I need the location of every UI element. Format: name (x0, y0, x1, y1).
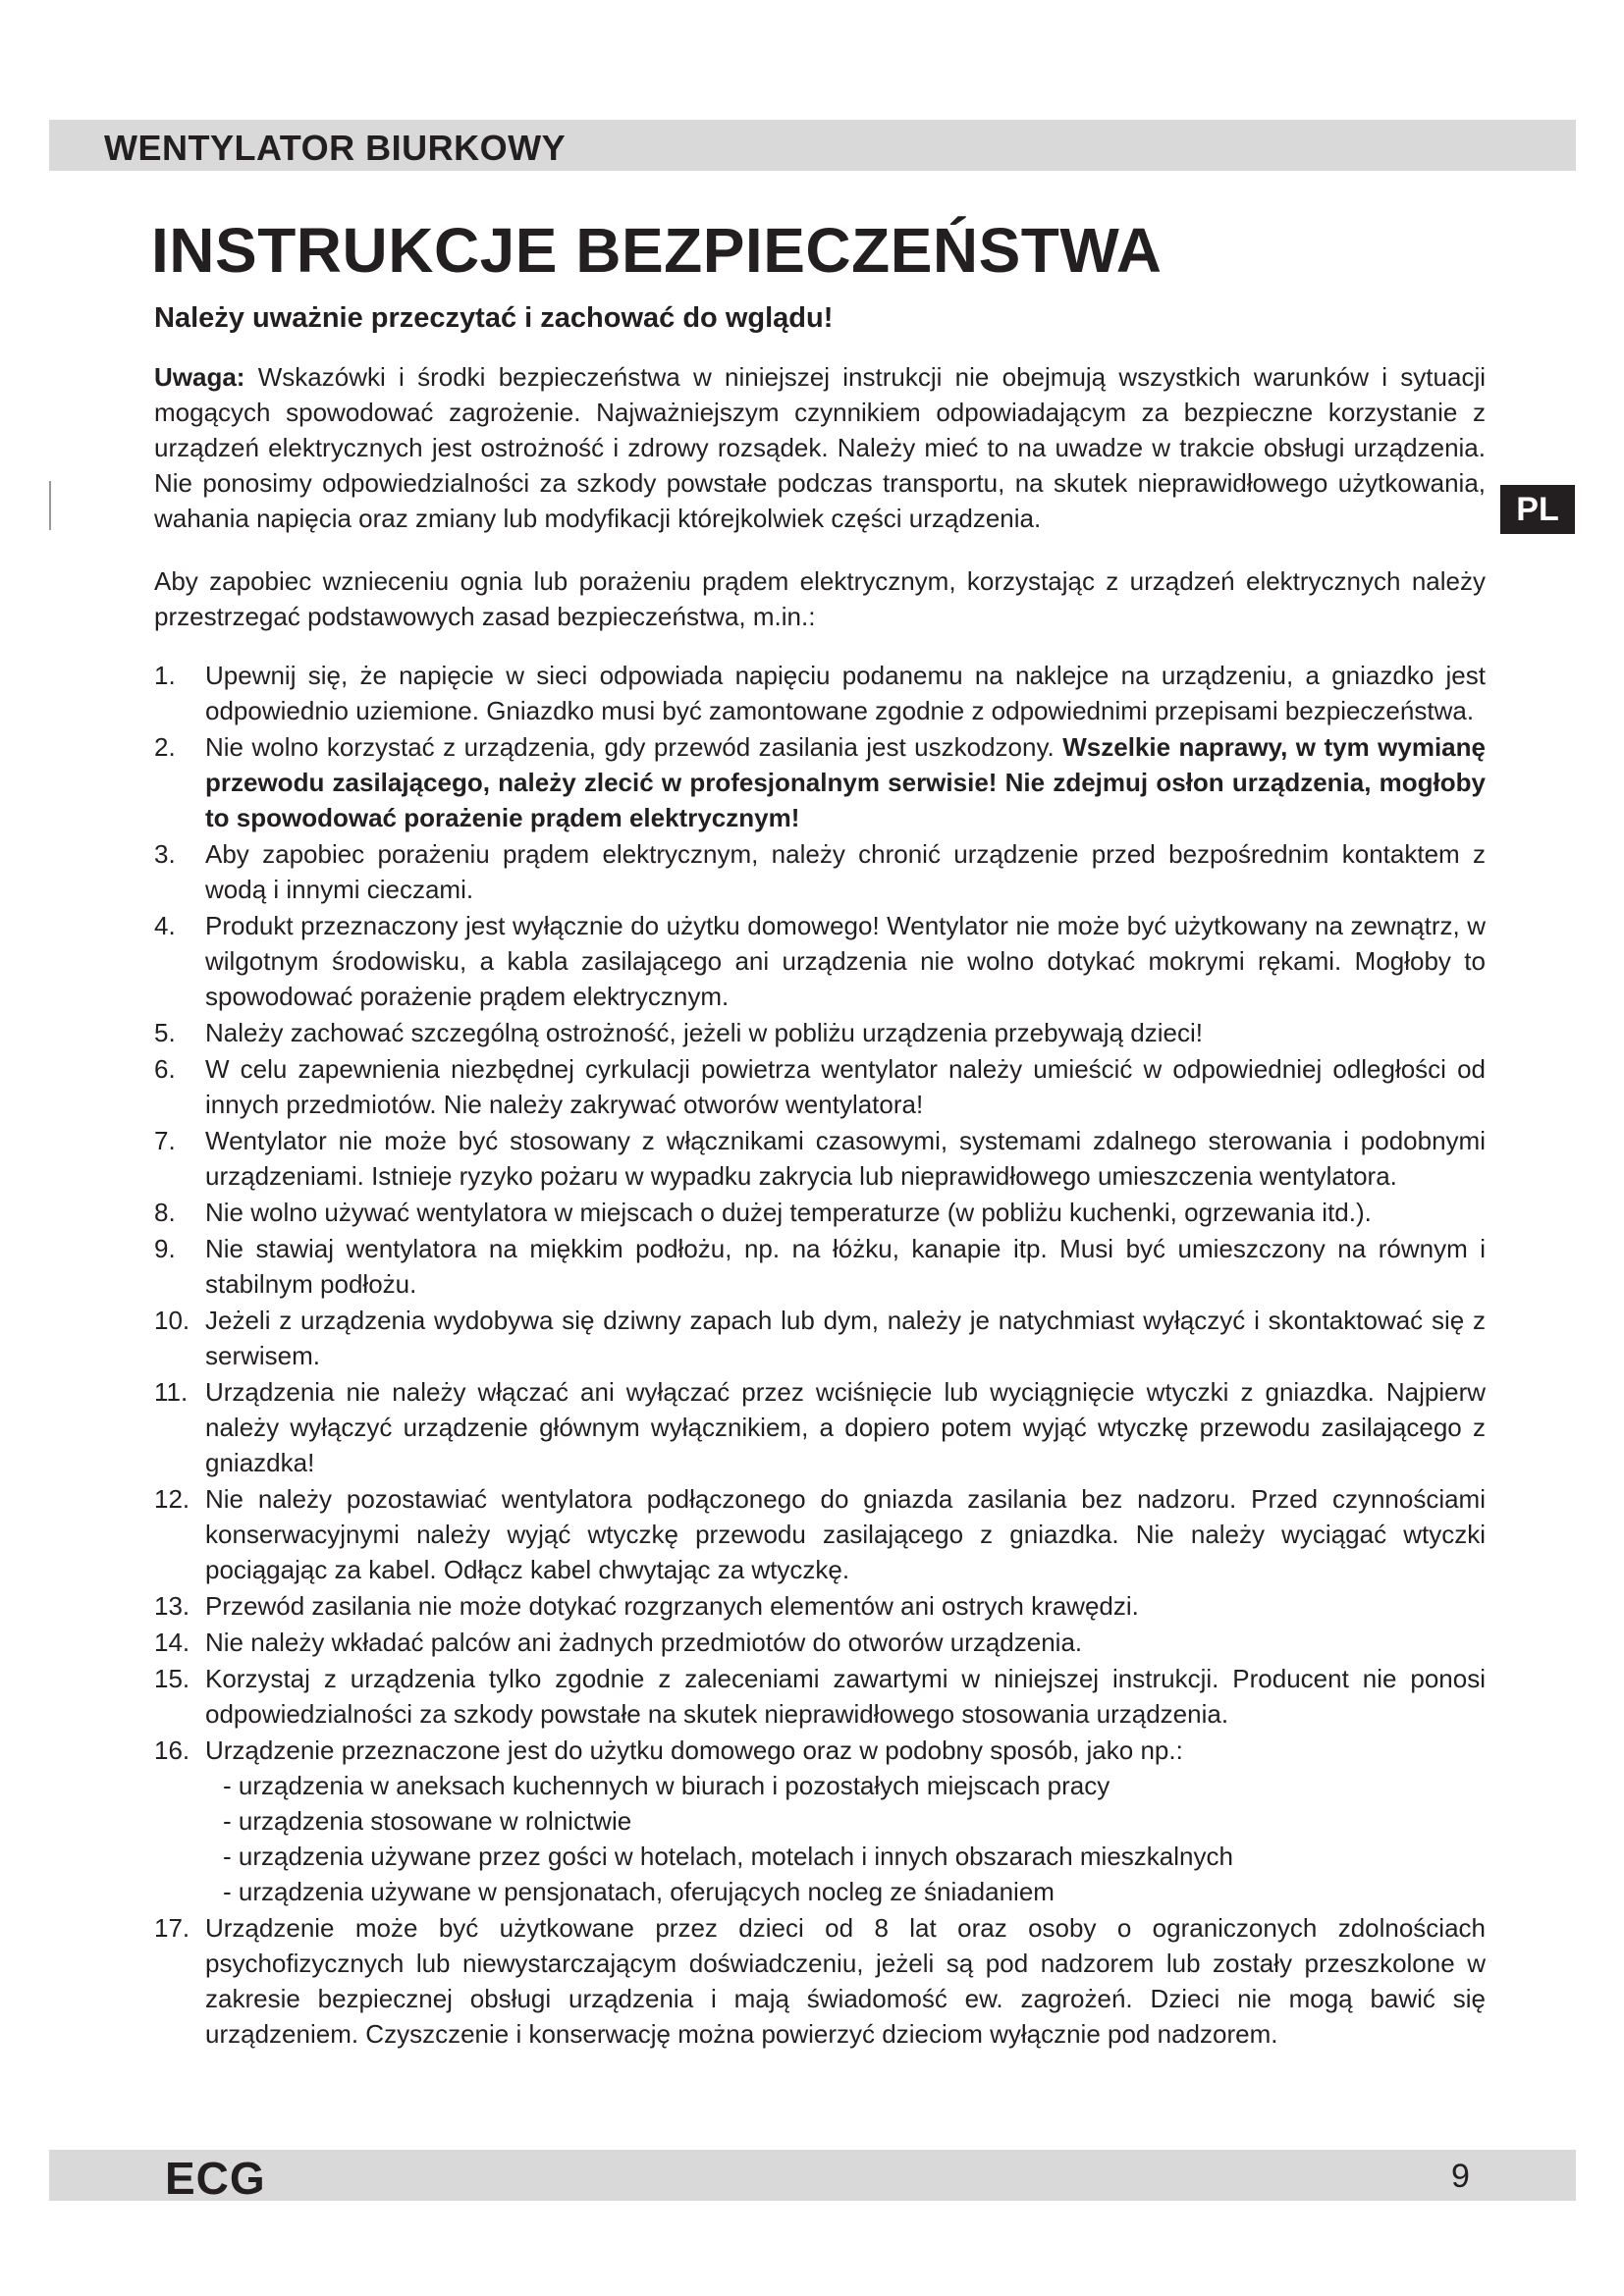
list-item (154, 1910, 1486, 2052)
list-item (154, 1051, 1486, 1122)
sub-list-item-text: urządzenia używane przez gości w hotelach, motelach i innych obszarach mieszkalnych (238, 1842, 1233, 1871)
list-item-number: 16. (154, 1735, 190, 1765)
sub-list (203, 1768, 1486, 1909)
list-item-text: Aby zapobiec porażeniu prądem elektrycznym, należy chronić urządzenie przed bezpośrednim kontaktem z wodą i innymi cieczami. (205, 839, 1486, 904)
list-item-text: Nie wolno używać wentylatora w miejscach o dużej temperaturze (w pobliżu kuchenki, ogrzewania itd.). (205, 1198, 1372, 1227)
list-item-text: Należy zachować szczególną ostrożność, jeżeli w pobliżu urządzenia przebywają dzieci! (205, 1018, 1203, 1047)
list-item-text: Upewnij się, że napięcie w sieci odpowiada napięciu podanemu na naklejce na urządzeniu, a gniazdko jest odpowiednio uziemione. Gniazdko musi być zamontowane zgodnie z odpowiednimi przepisami bezpieczeństwa. (205, 661, 1486, 725)
list-item (154, 908, 1486, 1014)
section-title: WENTYLATOR BIURKOWY (104, 128, 567, 168)
list-item (154, 1015, 1486, 1050)
list-item-number: 17. (154, 1913, 190, 1943)
margin-rule (49, 481, 51, 530)
list-item-text: W celu zapewnienia niezbędnej cyrkulacji powietrza wentylator należy umieścić w odpowiedniej odległości od innych przedmiotów. Nie należy zakrywać otworów wentylatora! (205, 1054, 1486, 1119)
sub-list-item (203, 1874, 1486, 1909)
list-item (154, 1195, 1486, 1230)
list-item (154, 1625, 1486, 1660)
warning-paragraph (154, 359, 1486, 536)
sub-list-item-text: urządzenia w aneksach kuchennych w biurach i pozostałych miejscach pracy (238, 1771, 1110, 1800)
list-item-text: Korzystaj z urządzenia tylko zgodnie z zaleceniami zawartymi w niniejszej instrukcji. Producent nie ponosi odpowiedzialności za szkody powstałe na skutek nieprawidłowego stosowania urządzenia. (205, 1664, 1486, 1729)
dash-bullet: - (223, 1877, 239, 1906)
warning-text: Wskazówki i środki bezpieczeństwa w niniejszej instrukcji nie obejmują wszystkich warunków i sytuacji mogących spowodować zagrożenie. Najważniejszym czynnikiem odpowiadającym za bezpieczne korzystanie z urządzeń elektrycznych jest ostrożność i zdrowy rozsądek. Należy mieć to na uwadze w trakcie obsługi urządzenia. Nie ponosimy odpowiedzialności za szkody powstałe podczas transportu, na skutek nieprawidłowego użytkowania, wahania napięcia oraz zmiany lub modyfikacji którejkolwiek części urządzenia. (154, 362, 1486, 533)
sub-list-item (203, 1839, 1486, 1874)
list-item (154, 1481, 1486, 1587)
list-item-number: 7. (154, 1126, 176, 1155)
list-item (154, 658, 1486, 728)
list-item (154, 1374, 1486, 1480)
list-item-bold-text: Wszelkie naprawy, w tym wymianę przewodu zasilającego, należy zlecić w profesjonalnym serwisie! Nie zdejmuj osłon urządzenia, mogłoby to spowodować porażenie prądem elektrycznym! (205, 732, 1486, 832)
sub-list-item (203, 1768, 1486, 1803)
list-item-number: 13. (154, 1591, 190, 1621)
list-item-number: 4. (154, 911, 176, 940)
page-subtitle: Należy uważnie przeczytać i zachować do wglądu! (154, 302, 834, 334)
list-item-text: Nie wolno korzystać z urządzenia, gdy przewód zasilania jest uszkodzony. (205, 732, 1063, 762)
list-item-text: Wentylator nie może być stosowany z włącznikami czasowymi, systemami zdalnego sterowania i podobnymi urządzeniami. Istnieje ryzyko pożaru w wypadku zakrycia lub nieprawidłowego umieszczenia wentylatora. (205, 1126, 1486, 1191)
dash-bullet: - (223, 1771, 239, 1800)
list-item (154, 836, 1486, 907)
list-item-number: 2. (154, 732, 176, 762)
dash-bullet: - (223, 1842, 239, 1871)
list-item-number: 9. (154, 1234, 176, 1263)
list-item-number: 14. (154, 1628, 190, 1657)
intro-paragraph: Aby zapobiec wznieceniu ognia lub porażeniu prądem elektrycznym, korzystając z urządzeń elektrycznych należy przestrzegać podstawowych zasad bezpieczeństwa, m.in.: (154, 566, 1486, 631)
list-item-number: 6. (154, 1054, 176, 1084)
list-item-number: 5. (154, 1018, 176, 1047)
list-item-number: 3. (154, 839, 176, 869)
list-item-text: Nie stawiaj wentylatora na miękkim podłożu, np. na łóżku, kanapie itp. Musi być umieszczony na równym i stabilnym podłożu. (205, 1234, 1486, 1299)
warning-label: Uwaga: (154, 362, 245, 392)
list-item-number: 10. (154, 1306, 190, 1335)
list-item-number: 12. (154, 1484, 190, 1514)
list-item-text: Przewód zasilania nie może dotykać rozgrzanych elementów ani ostrych krawędzi. (205, 1591, 1139, 1621)
list-item-text: Urządzenie może być użytkowane przez dzieci od 8 lat oraz osoby o ograniczonych zdolnościach psychofizycznych lub niewystarczającym doświadczeniu, jeżeli są pod nadzorem lub zostały przeszkolone w zakresie bezpiecznej obsługi urządzenia i mają świadomość ew. zagrożeń. Dzieci nie mogą bawić się urządzeniem. Czyszczenie i konserwację można powierzyć dzieciom wyłącznie pod nadzorem. (205, 1913, 1486, 2049)
language-tab: PL (1500, 485, 1575, 534)
brand-logo: ECG (165, 2153, 266, 2204)
page-title: INSTRUKCJE BEZPIECZEŃSTWA (151, 215, 1163, 286)
list-item-text: Nie należy pozostawiać wentylatora podłączonego do gniazda zasilania bez nadzoru. Przed czynnościami konserwacyjnymi należy wyjąć wtyczkę przewodu zasilającego z gniazdka. Nie należy wyciągać wtyczki pociągając za kabel. Odłącz kabel chwytając za wtyczkę. (205, 1484, 1486, 1584)
list-item-text: Produkt przeznaczony jest wyłącznie do użytku domowego! Wentylator nie może być użytkowany na zewnątrz, w wilgotnym środowisku, a kabla zasilającego ani urządzenia nie wolno dotykać mokrymi rękami. Mogłoby to spowodować porażenie prądem elektrycznym. (205, 911, 1486, 1011)
list-item (154, 1588, 1486, 1624)
list-item (154, 1303, 1486, 1373)
page-number: 9 (1451, 2158, 1470, 2195)
list-item-number: 11. (154, 1377, 189, 1407)
list-item (154, 1231, 1486, 1302)
list-item-text: Urządzenie przeznaczone jest do użytku domowego oraz w podobny sposób, jako np.: (205, 1735, 1183, 1765)
list-item-text: Jeżeli z urządzenia wydobywa się dziwny zapach lub dym, należy je natychmiast wyłączyć i skontaktować się z serwisem. (205, 1306, 1486, 1370)
list-item-text: Urządzenia nie należy włączać ani wyłączać przez wciśnięcie lub wyciągnięcie wtyczki z gniazdka. Najpierw należy wyłączyć urządzenie głównym wyłącznikiem, a dopiero potem wyjąć wtyczkę przewodu zasilającego z gniazdka! (205, 1377, 1486, 1477)
list-item-number: 1. (154, 661, 176, 690)
list-item (154, 1123, 1486, 1194)
list-item (154, 1661, 1486, 1732)
list-item-number: 8. (154, 1198, 176, 1227)
list-item-number: 15. (154, 1664, 190, 1693)
sub-list-item-text: urządzenia stosowane w rolnictwie (238, 1806, 632, 1836)
list-item (154, 729, 1486, 835)
list-item-text: Nie należy wkładać palców ani żadnych przedmiotów do otworów urządzenia. (205, 1628, 1083, 1657)
sub-list-item (203, 1803, 1486, 1839)
dash-bullet: - (223, 1806, 239, 1836)
sub-list-item-text: urządzenia używane w pensjonatach, oferujących nocleg ze śniadaniem (238, 1877, 1055, 1906)
safety-list (154, 658, 1486, 2053)
list-item (154, 1733, 1486, 1909)
footer-bar (49, 2150, 1576, 2201)
